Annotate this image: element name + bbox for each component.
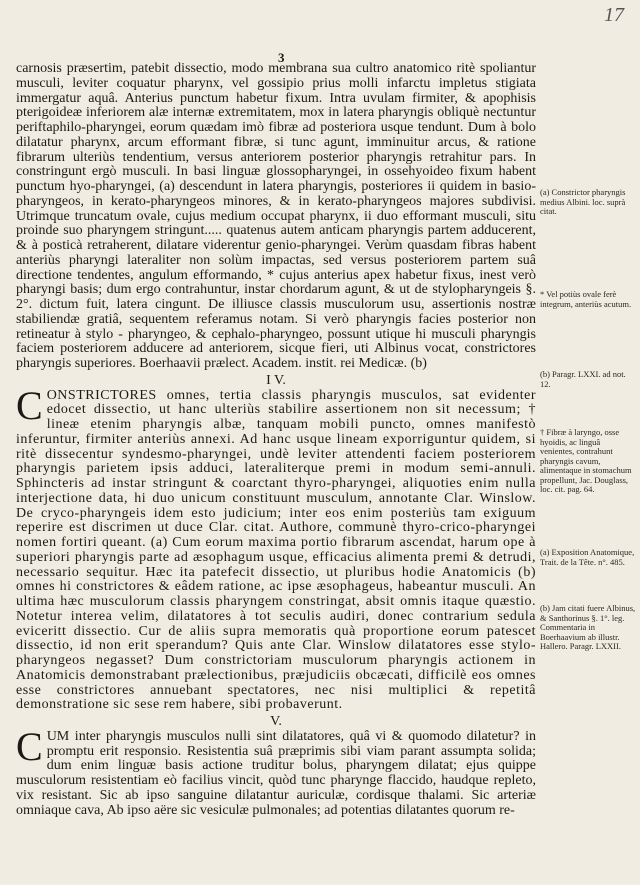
section-v-body: UM inter pharyngis musculos nulli sint dilatatores, quâ vi & quomodo dilatetur? in promptu erit responsio. Resistentia suâ præprimis sibi viam parant assumpta solida; dum enim linguæ basis actione truditur bolus, pharyngem dilatat; ejus quippe musculorum resistentiam eò facilius vincit, quòd tunc pharynge flaccido, haudque repleto, vix resistant. Sic ab ipso sanguine dilatantur auriculæ, cordisque thalami. Sic arteriæ omniaque cava, Ab ipso aëre sic vesiculæ pulmonales; ad potentias dilatantes quorum re-	[16, 728, 536, 818]
main-text-column	[16, 62, 536, 818]
margin-note-paragr-lxxi: (b) Paragr. LXXI. ad not. 12.	[540, 369, 626, 389]
section-v-dropcap: C	[16, 723, 43, 769]
margin-note-citati: (b) Jam citati fuere Albinus, & Santhorinus §. 1°. leg. Commentaria in Boerhaavium ab illustr. Hallero. Paragr. LXXII.	[540, 603, 636, 651]
section-iv-body: ONSTRICTORES omnes, tertia classis pharyngis musculos, sat evidenter edocet dissectio, ut hanc ulteriùs stabilire assertionem non sit necessum; † lineæ etenim pharyngis albæ, tanquam mobili puncto, omnes manifestò inferuntur, firmiter anteriùs annexi. Ad hanc usque lineam exporriguntur quidem, si ritè dissecentur syndesmo-pharyngei, undè leviter attendenti faciem posteriorem pharyngis parietem ipsis adduci, lateraliterque premi in modum semi-annuli. Sphincteris ad instar stringunt & coarctant thyro-pharyngei, aliquoties enim nulla interjectione data, hi duo unicum constituunt musculum, annotante Clar. Winslow. De cryco-pharyngeis idem esto judicium; inter eos enim posteriùs tam exiguum reperire est discrimen ut duce Clar. citat. Authore, communè thyro-crico-pharyngei nomen fortiri queant. (a) Cum eorum maxima portio fibrarum ascendat, harum ope à superiori pharyngis parte ad æsophagum usque, efficacius alimenta premi & detrudi, necessario sequitur. Hæc ita patefecit dissectio, ut pluribus hodie Anatomicis (b) omnes hi constrictores & eâdem ratione, ac ipse æsophageus, habeantur musculi. An ultima hæc musculorum classis pharyngem constringat, absit omnis itaque quæstio. Notetur interea velim, dilatatores à tot seculis audiri, donec contrarium sedula eviceritt dissectio. Cur de aliis supra memoratis quà proportione eorum patescet dissectio, id non erit sperandum? Quis ante Clar. Winslow dilatatores esse stylo-pharyngeos negasset? Dum constrictoriam musculorum pharyngis actionem in Anatomicis demonstrabant prælectionibus, præjudiciis obcæcati, difficilè eos omnes esse constrictores annuebant spectatores, nec nisi multiplici & repetitâ demonstratione sic sese rem habere, sibi probaverunt.	[16, 387, 536, 713]
section-v-title: V.	[270, 714, 282, 729]
margin-note-fibrae: † Fibræ à laryngo, osse hyoidis, ac linguâ venientes, contrahunt pharyngis cavum, alimentaque in stomachum propellunt, Jac. Douglass, loc. cit. pag. 64.	[540, 427, 632, 494]
margin-note-exposition: (a) Exposition Anatomique, Trait. de la Tête. n°. 485.	[540, 547, 635, 567]
section-iv-dropcap: C	[16, 382, 43, 428]
page-number: 17	[604, 4, 624, 26]
signature-mark: 3	[278, 50, 285, 65]
margin-note-constrictor: (a) Constrictor pharyngis medius Albini. loc. suprà citat.	[540, 187, 626, 216]
section-iv-paragraph	[16, 382, 536, 714]
margin-note-ovale: * Vel potiùs ovale ferè integrum, anteriùs acutum.	[540, 289, 632, 309]
intro-paragraph: carnosis præsertim, patebit dissectio, modo membrana sua cultro anatomico ritè spoliantur musculi, leviter coquatur pharynx, vel gossipio prius molli infarctu impletus stigiata immergatur aquâ. Anterius punctum habetur fixum. Intra uvulam firmiter, & apophisis pterigoideæ inferiorem alæ internæ extremitatem, mox in latera pharyngis obliquè nectuntur periftaphilo-pharyngei, eorum quædam imò fibræ ad posteriora usque tendunt. Dum à bolo dilatatur pharynx, arcum efformant fibræ, si tunc agunt, imminuitur arcus, & ratione fibrarum ulteriùs tendentium, versus anteriorem posterior pharyngis retrahitur pars. In constringunt ergò musculi. In basi linguæ glossopharyngei, in ossehyoideo fixum habent punctum hyo-pharyngei, (a) descendunt in latera pharyngis, posteriores ii quidem in basio-pharyngeos, in kerato-pharyngeos minores, & in kerato-pharyngeos majores subdivisi. Utrimque truncatum ovale, cujus medium occupat pharynx, ii duo efformant musculi, situ proinde suo pharyngem stringunt..... quatenus autem anticam pharyngis partem adducerent, & à posticà retraherent, dilatare viderentur genio-pharyngei. Verùm quasdam fibras habent anteriùs pharyngi lateraliter non solùm impactas, sed versus posteriorem partem suâ directione tendentes, angulum efformando, * cujus anterius apex habetur fixus, inest verò pharyngi basis; dum ergo contrahuntur, instar chordarum agunt, & ut de stylopharyngeis §. 2°. dictum fuit, latera cingunt. De illiusce classis musculorum usu, assertionis nostræ stabiliendæ gratiâ, sequentem referamus notam. Si verò pharyngis facies posterior non retineatur à stylo - pharyngeo, & cephalo-pharyngeo, possunt utique hi musculi pharyngis faciem posteriorem adducere ad anteriorem, sicque fieri, uti Albinus vocat, constrictores pharyngis superiores. Boerhaavii prælect. Academ. instit. rei Medicæ. (b)	[16, 61, 536, 371]
section-v-paragraph	[16, 723, 536, 819]
section-iv-title: I V.	[266, 372, 286, 388]
